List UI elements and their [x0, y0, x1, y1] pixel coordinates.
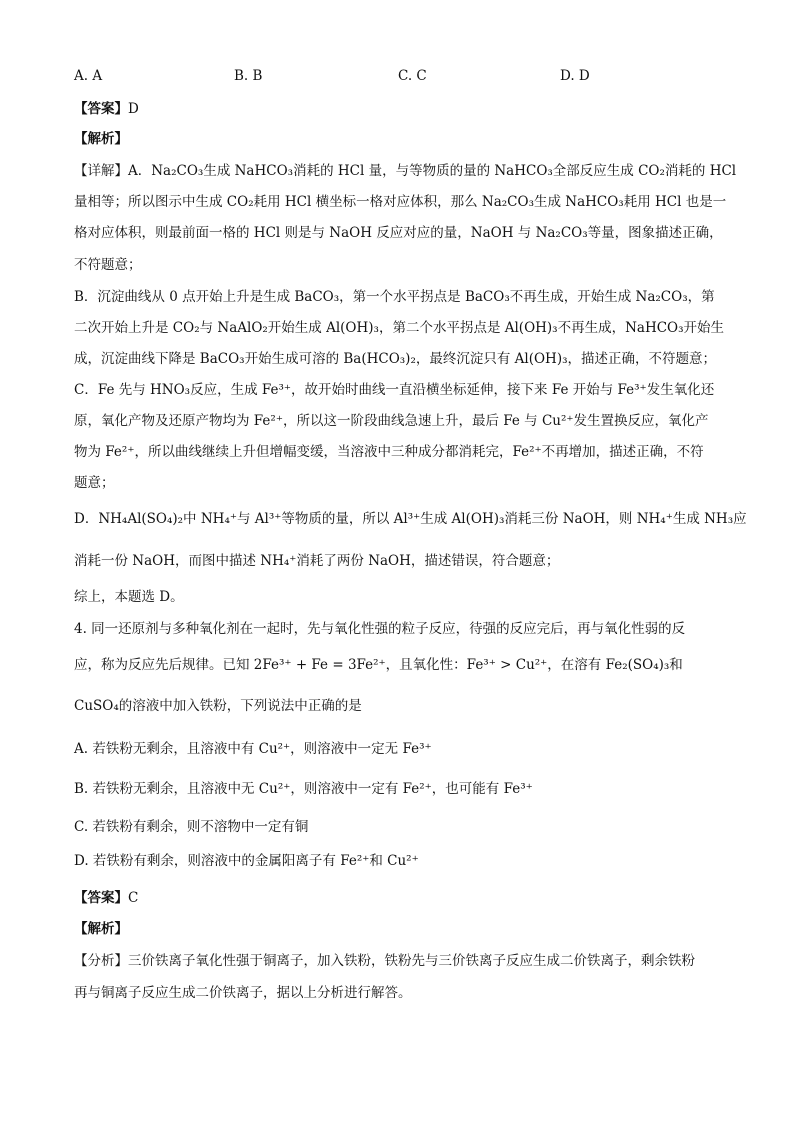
q4-stem-line: 4. 同一还原剂与多种氧化剂在一起时，先与氧化性强的粒子反应，待强的反应完后，再与氧化性弱的反	[74, 621, 686, 637]
q4-stem-line: CuSO₄的溶液中加入铁粉，下列说法中正确的是	[74, 698, 362, 714]
prev-explain-line: 消耗一份 NaOH，而图中描述 NH₄⁺消耗了两份 NaOH，描述错误，符合题意；	[74, 553, 560, 569]
answer-value: D	[128, 101, 139, 117]
prev-explain-line: 成，沉淀曲线下降是 BaCO₃开始生成可溶的 Ba(HCO₃)₂，最终沉淀只有 Al(OH)₃，描述正确，不符题意；	[74, 351, 717, 367]
prev-option-a: A. A	[74, 68, 103, 84]
prev-explain-line: B．沉淀曲线从 0 点开始上升是生成 BaCO₃，第一个水平拐点是 BaCO₃不再生成，开始生成 Na₂CO₃，第	[74, 289, 715, 305]
q4-option-b: B. 若铁粉无剩余，且溶液中无 Cu²⁺，则溶液中一定有 Fe²⁺，也可能有 Fe³⁺	[74, 781, 533, 797]
prev-explain-line: 题意；	[74, 475, 115, 491]
answer-label: 【答案】	[74, 890, 128, 906]
prev-explain-line: 【详解】A．Na₂CO₃生成 NaHCO₃消耗的 HCl 量，与等物质的量的 NaHCO₃全部反应生成 CO₂消耗的 HCl	[74, 163, 737, 179]
q4-stem-line: 应，称为反应先后规律。已知 2Fe³⁺ + Fe = 3Fe²⁺，且氧化性：Fe³⁺ > Cu²⁺，在溶有 Fe₂(SO₄)₃和	[74, 657, 683, 673]
answer-label: 【答案】	[74, 101, 128, 117]
prev-option-d: D. D	[560, 68, 590, 84]
q4-option-a: A. 若铁粉无剩余，且溶液中有 Cu²⁺，则溶液中一定无 Fe³⁺	[74, 741, 432, 757]
prev-explain-line: 物为 Fe²⁺，所以曲线继续上升但增幅变缓，当溶液中三种成分都消耗完，Fe²⁺不再增加，描述正确，不符	[74, 444, 704, 460]
q4-answer	[74, 889, 138, 907]
prev-explain-line: 二次开始上升是 CO₂与 NaAlO₂开始生成 Al(OH)₃，第二个水平拐点是 Al(OH)₃不再生成，NaHCO₃开始生	[74, 320, 725, 336]
prev-option-c: C. C	[398, 68, 427, 84]
q4-analysis-label: 【解析】	[74, 921, 128, 937]
prev-analysis-label: 【解析】	[74, 131, 128, 147]
q4-option-c: C. 若铁粉有剩余，则不溶物中一定有铜	[74, 819, 309, 835]
q4-option-d: D. 若铁粉有剩余，则溶液中的金属阳离子有 Fe²⁺和 Cu²⁺	[74, 853, 419, 869]
prev-explain-line: 综上，本题选 D。	[74, 589, 184, 605]
prev-explain-line: D．NH₄Al(SO₄)₂中 NH₄⁺与 Al³⁺等物质的量，所以 Al³⁺生成 Al(OH)₃消耗三份 NaOH，则 NH₄⁺生成 NH₃应	[74, 511, 747, 527]
prev-explain-line: 格对应体积，则最前面一格的 HCl 则是与 NaOH 反应对应的量，NaOH 与 Na₂CO₃等量，图象描述正确，	[74, 225, 723, 241]
prev-explain-line: C．Fe 先与 HNO₃反应，生成 Fe³⁺，故开始时曲线一直沿横坐标延伸，接下来 Fe 开始与 Fe³⁺发生氧化还	[74, 382, 715, 398]
answer-value: C	[128, 890, 139, 906]
q4-analysis-line: 【分析】三价铁离子氧化性强于铜离子，加入铁粉，铁粉先与三价铁离子反应生成二价铁离子，剩余铁粉	[74, 953, 695, 969]
prev-option-b: B. B	[234, 68, 263, 84]
q4-analysis-line: 再与铜离子反应生成二价铁离子，据以上分析进行解答。	[74, 985, 412, 1001]
prev-question-options	[74, 68, 674, 86]
prev-explain-line: 量相等；所以图示中生成 CO₂耗用 HCl 横坐标一格对应体积，那么 Na₂CO₃生成 NaHCO₃耗用 HCl 也是一	[74, 194, 727, 210]
prev-explain-line: 不符题意；	[74, 257, 142, 273]
prev-answer	[74, 100, 139, 118]
prev-explain-line: 原，氧化产物及还原产物均为 Fe²⁺，所以这一阶段曲线急速上升，最后 Fe 与 Cu²⁺发生置换反应，氧化产	[74, 413, 709, 429]
